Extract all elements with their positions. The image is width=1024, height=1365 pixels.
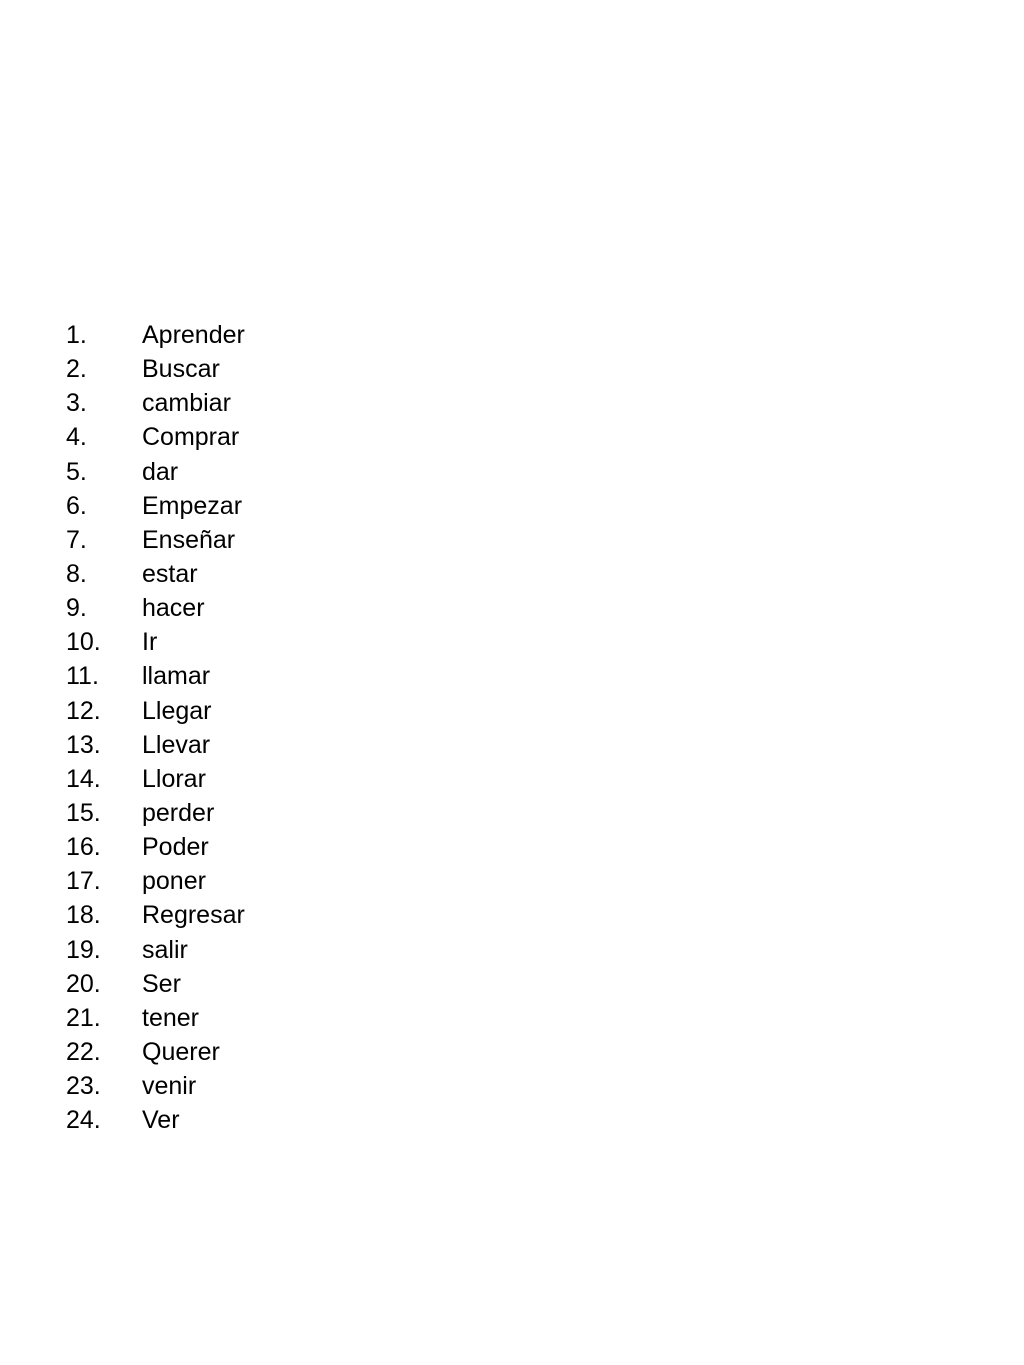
list-item — [66, 796, 245, 830]
list-item-word: perder — [142, 798, 215, 827]
list-item — [66, 898, 245, 932]
list-item-word: tener — [142, 1003, 199, 1032]
list-item-number: 24. — [66, 1106, 101, 1135]
list-item-number: 12. — [66, 696, 101, 725]
list-item-number: 20. — [66, 969, 101, 998]
list-item — [66, 1069, 245, 1103]
list-item-number: 5. — [66, 457, 87, 486]
list-item-number: 4. — [66, 423, 87, 452]
list-item-number: 7. — [66, 525, 87, 554]
list-item-number: 6. — [66, 491, 87, 520]
list-item-number: 3. — [66, 389, 87, 418]
list-item-word: hacer — [142, 594, 205, 623]
list-item-word: poner — [142, 867, 206, 896]
list-item-word: estar — [142, 559, 198, 588]
list-item-word: salir — [142, 935, 188, 964]
list-item — [66, 591, 245, 625]
list-item-word: dar — [142, 457, 179, 486]
list-item-number: 13. — [66, 730, 101, 759]
list-item-word: llamar — [142, 662, 211, 691]
list-item-word: Poder — [142, 833, 209, 862]
list-item — [66, 420, 245, 454]
list-item-word: Querer — [142, 1037, 220, 1066]
list-item-word: Comprar — [142, 423, 240, 452]
list-item — [66, 762, 245, 796]
list-item — [66, 864, 245, 898]
list-item — [66, 967, 245, 1001]
list-item-word: Enseñar — [142, 525, 236, 554]
list-item — [66, 830, 245, 864]
list-item — [66, 659, 245, 693]
list-item-number: 21. — [66, 1003, 101, 1032]
verb-list — [66, 318, 245, 1137]
list-item-word: Llevar — [142, 730, 211, 759]
list-item-number: 9. — [66, 594, 87, 623]
list-item-number: 18. — [66, 901, 101, 930]
list-item-word: Llorar — [142, 764, 206, 793]
list-item — [66, 489, 245, 523]
list-item — [66, 352, 245, 386]
list-item — [66, 728, 245, 762]
list-item-number: 2. — [66, 355, 87, 384]
list-item — [66, 1035, 245, 1069]
list-item — [66, 933, 245, 967]
list-item-word: Llegar — [142, 696, 212, 725]
list-item-word: Ser — [142, 969, 181, 998]
list-item-number: 22. — [66, 1037, 101, 1066]
list-item-word: venir — [142, 1072, 197, 1101]
list-item-word: Empezar — [142, 491, 243, 520]
list-item — [66, 557, 245, 591]
list-item-word: cambiar — [142, 389, 231, 418]
list-item-number: 8. — [66, 559, 87, 588]
list-item — [66, 386, 245, 420]
list-item — [66, 318, 245, 352]
list-item — [66, 523, 245, 557]
list-item — [66, 455, 245, 489]
list-item-number: 16. — [66, 833, 101, 862]
list-item-word: Aprender — [142, 321, 245, 349]
list-item-number: 23. — [66, 1072, 101, 1101]
list-item-number: 17. — [66, 867, 101, 896]
list-item-number: 19. — [66, 935, 101, 964]
list-item-word: Buscar — [142, 355, 220, 384]
list-item-word: Ver — [142, 1106, 180, 1135]
list-item — [66, 1001, 245, 1035]
list-item-word: Regresar — [142, 901, 245, 930]
list-item — [66, 694, 245, 728]
list-item-number: 11. — [66, 662, 99, 691]
list-item — [66, 625, 245, 659]
list-item-number: 14. — [66, 764, 101, 793]
list-item-word: Ir — [142, 628, 158, 657]
list-item-number: 1. — [66, 321, 87, 349]
list-item — [66, 1103, 245, 1137]
list-item-number: 10. — [66, 628, 101, 657]
list-item-number: 15. — [66, 798, 101, 827]
